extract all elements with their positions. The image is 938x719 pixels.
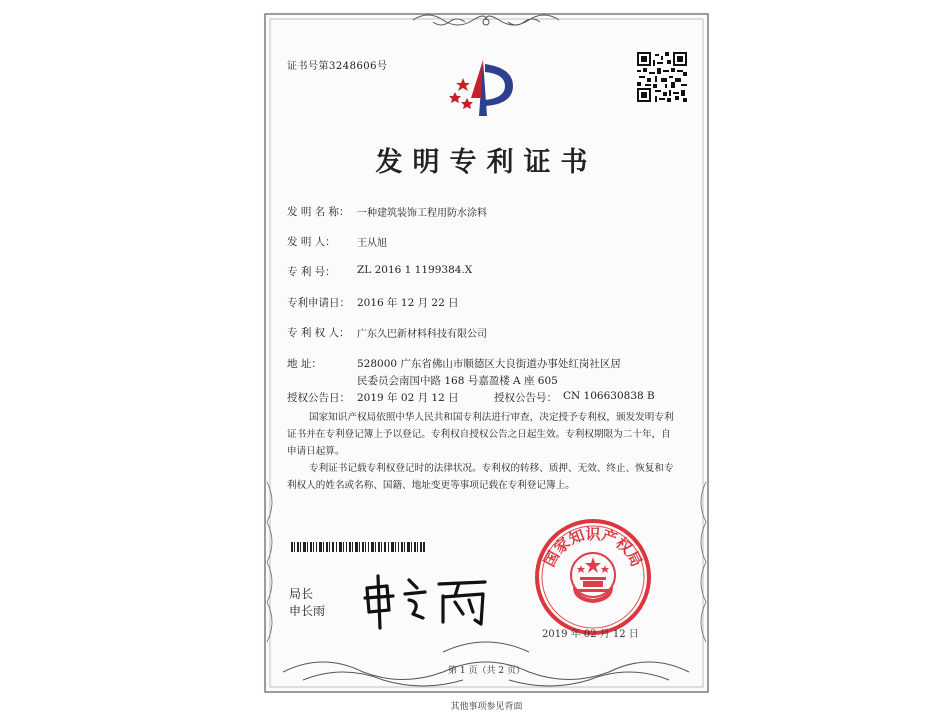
field-value-invention-name: 一种建筑装饰工程用防水涂料	[357, 208, 487, 219]
seal-arc-text: 国家知识产权局	[540, 525, 646, 570]
field-label-inventor: 发 明 人：	[287, 236, 336, 248]
statement-paragraph-1	[287, 409, 689, 460]
field-label-grant-no: 授权公告号：	[494, 392, 557, 404]
field-value-inventor: 王从旭	[357, 238, 387, 249]
signer-title: 局长	[289, 587, 314, 601]
page-number: 第 1 页（共 2 页）	[448, 666, 525, 676]
statement-2-line-1: 专利证书记载专利权登记时的法律状况。专利权的转移、质押、无效、终止、恢复和专	[309, 463, 674, 474]
field-label-patentee: 专 利 权 人：	[287, 327, 350, 339]
field-value-filing-date: 2016 年 12 月 22 日	[357, 297, 459, 309]
field-value-grant-date: 2019 年 02 月 12 日	[357, 392, 459, 404]
statement-1-line-1: 国家知识产权局依照中华人民共和国专利法进行审查，决定授予专利权，颁发发明专利	[309, 412, 674, 423]
field-label-address: 地 址：	[287, 358, 322, 370]
field-value-address-line1: 528000 广东省佛山市顺德区大良街道办事处红岗社区居	[357, 358, 621, 370]
back-note: 其他事项参见背面	[450, 702, 523, 712]
field-label-invention-name: 发 明 名 称：	[287, 206, 350, 218]
field-label-patent-no: 专 利 号：	[287, 266, 336, 278]
handwritten-signature	[359, 570, 494, 630]
patent-office-logo	[449, 58, 519, 122]
signer-name: 申长雨	[289, 604, 326, 618]
statement-1-line-2: 证书并在专利登记簿上予以登记。专利权自授权公告之日起生效。专利权期限为二十年，自	[287, 429, 671, 440]
certificate-page	[263, 12, 710, 694]
qr-code-icon	[637, 52, 687, 102]
seal-date: 2019 年 02 月 12 日	[542, 629, 639, 640]
official-seal-stamp	[533, 517, 653, 637]
field-value-patentee: 广东久巴新材料科技有限公司	[357, 329, 487, 340]
statement-paragraph-2	[287, 460, 689, 494]
field-value-grant-no: CN 106630838 B	[563, 390, 655, 402]
statement-1-line-3: 申请日起算。	[287, 446, 345, 457]
field-value-patent-no: ZL 2016 1 1199384.X	[357, 264, 473, 276]
field-value-address-line2: 民委员会南国中路 168 号嘉盈楼 A 座 605	[357, 375, 558, 387]
barcode-icon	[291, 542, 425, 552]
statement-2-line-2: 利权人的姓名或名称、国籍、地址变更等事项记载在专利登记簿上。	[287, 480, 575, 491]
certificate-number: 证书号第3248606号	[287, 61, 388, 72]
field-label-grant-date: 授权公告日：	[287, 392, 350, 404]
certificate-title: 发明专利证书	[375, 147, 598, 178]
field-label-filing-date: 专利申请日：	[287, 297, 350, 309]
